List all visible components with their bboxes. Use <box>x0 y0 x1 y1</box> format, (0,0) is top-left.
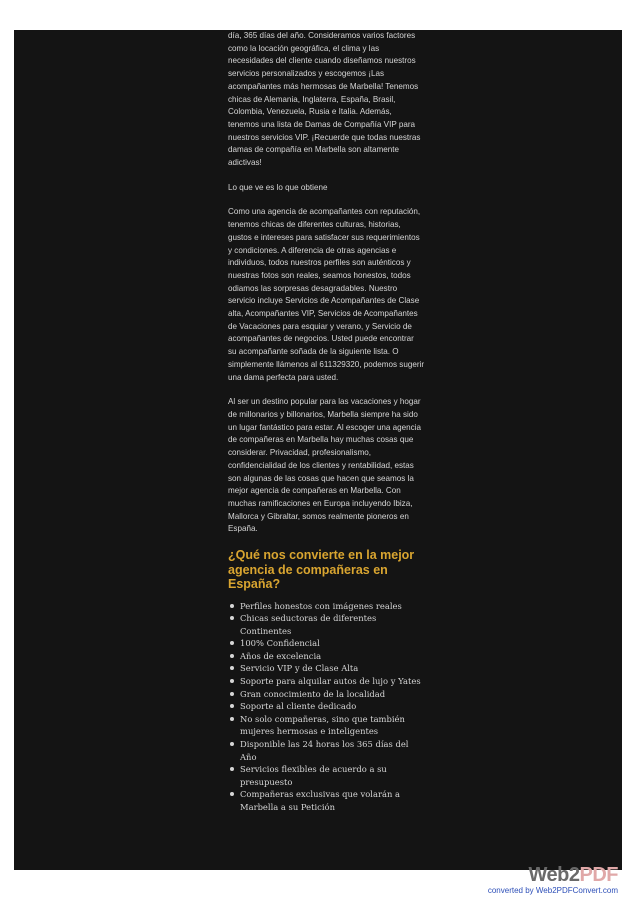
bullet-icon <box>230 641 234 645</box>
list-item: No solo compañeras, sino que también mujeres hermosas e inteligentes <box>228 713 424 738</box>
bullet-icon <box>230 604 234 608</box>
watermark-link[interactable]: converted by Web2PDFConvert.com <box>487 886 618 895</box>
list-item: Soporte para alquilar autos de lujo y Yates <box>228 675 424 688</box>
feature-list <box>228 600 424 814</box>
paragraph-subheading: Lo que ve es lo que obtiene <box>228 182 328 192</box>
list-item: Chicas seductoras de diferentes Continentes <box>228 612 424 637</box>
bullet-icon <box>230 666 234 670</box>
document-page <box>14 30 622 870</box>
bullet-icon <box>230 654 234 658</box>
bullet-icon <box>230 704 234 708</box>
paragraph-destination: Al ser un destino popular para las vacaciones y hogar de millonarios y billonarios, Marbella siempre ha sido un lugar fantástico para estar. Al escoger una agencia de compañeras en Marbella hay muchas cosas que considerar. Privacidad, profesionalismo, confidencialidad de los clientes y rentabilidad, estas son algunas de las cosas que hacen que seamos la mejor agencia de compañeras en Marbella. Con muchas ramificaciones en Europa incluyendo Ibiza, Mallorca y Gibraltar, somos realmente pioneros en España. <box>228 397 422 534</box>
list-item: Soporte al cliente dedicado <box>228 700 424 713</box>
list-item: Servicio VIP y de Clase Alta <box>228 662 424 675</box>
bullet-icon <box>230 679 234 683</box>
watermark[interactable] <box>488 865 618 895</box>
bullet-icon <box>230 616 234 620</box>
article-body <box>228 30 424 814</box>
section-heading: ¿Qué nos convierte en la mejor agencia de compañeras en España? <box>228 548 415 592</box>
list-item: Años de excelencia <box>228 650 424 663</box>
paragraph-reputation: Como una agencia de acompañantes con reputación, tenemos chicas de diferentes culturas, historias, gustos e intereses para satisfacer sus requerimientos y condiciones. A diferencia de otras agencias e individuos, todos nuestros perfiles son auténticos y nuestras fotos son reales, seamos honestos, todos odiamos las sorpresas desagradables. Nuestro servicio incluye Servicios de Acompañantes de Clase alta, Acompañantes VIP, Servicios de Acompañantes de Vacaciones para esquiar y verano, y Servicio de acompañantes de negocios. Usted puede encontrar su acompañante soñada de la siguiente lista. O simplemente llámenos al 611329320, podemos sugerir una dama perfecta para usted. <box>228 207 425 382</box>
bullet-icon <box>230 692 234 696</box>
list-item: Gran conocimiento de la localidad <box>228 688 424 701</box>
paragraph-intro: día, 365 días del año. Consideramos varios factores como la locación geográfica, el clima y las necesidades del cliente cuando diseñamos nuestros servicios personalizados y escogemos ¡Las acompañantes más hermosas de Marbella! Tenemos chicas de Alemania, Inglaterra, España, Brasil, Colombia, Venezuela, Rusia e Italia. Además, tenemos una lista de Damas de Compañía VIP para nuestros servicios VIP. ¡Recuerde que todas nuestras damas de compañía en Marbella son altamente adictivas! <box>228 31 421 168</box>
bullet-icon <box>230 742 234 746</box>
bullet-icon <box>230 767 234 771</box>
list-item: Disponible las 24 horas los 365 días del Año <box>228 738 424 763</box>
list-item: Servicios flexibles de acuerdo a su presupuesto <box>228 763 424 788</box>
bullet-icon <box>230 792 234 796</box>
web2pdf-logo[interactable]: Web2PDF <box>528 864 618 886</box>
list-item: Perfiles honestos con imágenes reales <box>228 600 424 613</box>
list-item: Compañeras exclusivas que volarán a Marbella a su Petición <box>228 788 424 813</box>
list-item: 100% Confidencial <box>228 637 424 650</box>
bullet-icon <box>230 717 234 721</box>
